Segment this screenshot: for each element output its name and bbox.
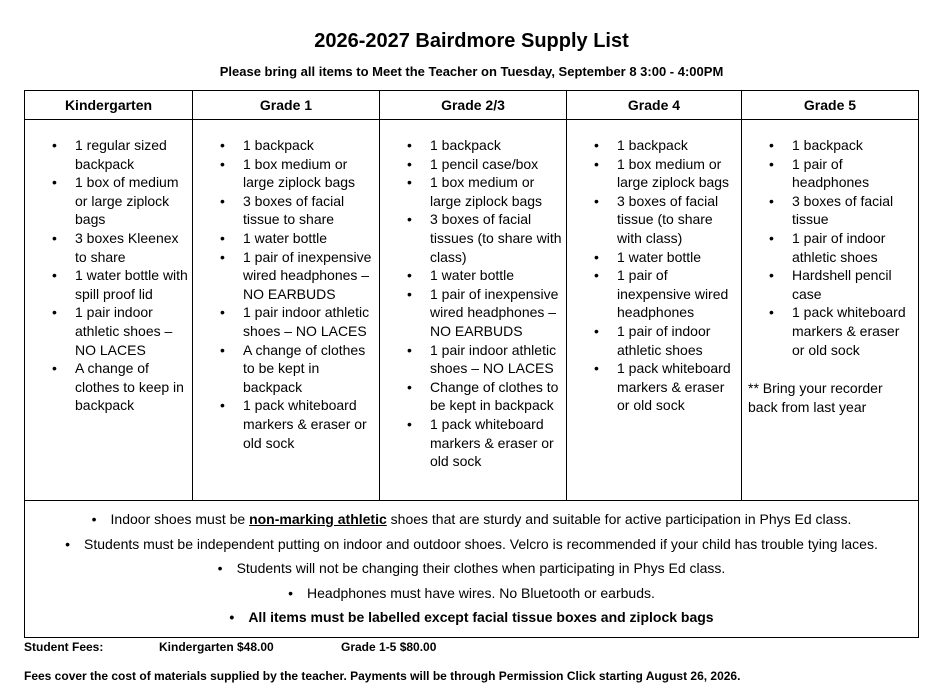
supply-table: [24, 90, 919, 638]
bullet-icon: •: [288, 584, 294, 601]
list-item: • 1 pair indoor athletic shoes – NO LACES: [380, 341, 566, 378]
list-item: • 1 pack whiteboard markers & eraser or old sock: [380, 415, 566, 471]
list-item: • 1 pair indoor athletic shoes – NO LACES: [25, 303, 192, 359]
grade-5-list: [742, 120, 918, 359]
list-item: • 1 water bottle: [380, 266, 566, 285]
rules-list: [25, 501, 918, 626]
rule-item: [25, 608, 918, 626]
column-heading-grade-1: Grade 1: [193, 91, 380, 120]
page-title: 2026-2027 Bairdmore Supply List: [314, 30, 629, 52]
rule-text: shoes that are sturdy and suitable for active participation in Phys Ed class.: [386, 511, 852, 527]
rule-text: Headphones must have wires. No Bluetooth or earbuds.: [307, 584, 655, 601]
grade-5-column: [742, 120, 919, 501]
grade-2-3-list: [380, 120, 566, 471]
rule-text: All items must be labelled except facial tissue boxes and ziplock bags: [248, 609, 714, 625]
list-item: • 1 pair of indoor athletic shoes: [567, 322, 741, 359]
list-item: • 3 boxes Kleenex to share: [25, 229, 192, 266]
column-heading-grade-2-3: Grade 2/3: [380, 91, 567, 120]
bullet-icon: •: [91, 511, 97, 527]
list-item: • 1 pair of indoor athletic shoes: [742, 229, 918, 266]
rule-item: [25, 584, 918, 602]
list-item: • 1 water bottle with spill proof lid: [25, 266, 192, 303]
grade-4-list: [567, 120, 741, 415]
column-heading-kindergarten: Kindergarten: [25, 91, 193, 120]
fee-kindergarten: Kindergarten $48.00: [159, 640, 274, 654]
list-item: • 3 boxes of facial tissue to share: [193, 192, 379, 229]
list-item: • 3 boxes of facial tissue (to share with class): [567, 192, 741, 248]
bullet-icon: •: [217, 560, 223, 576]
list-item: • 1 box medium or large ziplock bags: [193, 155, 379, 192]
list-item: • 1 pencil case/box: [380, 155, 566, 174]
page-subtitle: Please bring all items to Meet the Teacher on Tuesday, September 8 3:00 - 4:00PM: [219, 64, 724, 79]
list-item: • 1 water bottle: [567, 248, 741, 267]
list-item: • 1 pair of inexpensive wired headphones – NO EARBUDS: [193, 248, 379, 304]
list-item: • 1 pack whiteboard markers & eraser or old sock: [567, 359, 741, 415]
rule-item: [25, 535, 918, 553]
list-item: • 1 pair of inexpensive wired headphones: [567, 266, 741, 322]
column-heading-grade-5: Grade 5: [742, 91, 919, 120]
list-item: • 1 pack whiteboard markers & eraser or old sock: [742, 303, 918, 359]
rules-row: [25, 501, 919, 638]
list-item: • 1 backpack: [567, 136, 741, 155]
kindergarten-list: [25, 120, 192, 415]
list-item: • 1 pack whiteboard markers & eraser or old sock: [193, 396, 379, 452]
supply-items-row: [25, 120, 919, 501]
kindergarten-column: [25, 120, 193, 501]
grade-1-list: [193, 120, 379, 452]
list-item: • A change of clothes to be kept in backpack: [193, 341, 379, 397]
student-fees: [24, 640, 436, 654]
grade-header-row: [25, 91, 919, 120]
rules-cell: [25, 501, 919, 638]
grade-2-3-column: [380, 120, 567, 501]
list-item: • 1 pair of headphones: [742, 155, 918, 192]
fee-grades: Grade 1-5 $80.00: [341, 640, 437, 654]
bullet-icon: •: [229, 609, 235, 625]
list-item: • 1 regular sized backpack: [25, 136, 192, 173]
recorder-note: ** Bring your recorder back from last year: [748, 380, 883, 415]
list-item: • 1 pair of inexpensive wired headphones – NO EARBUDS: [380, 285, 566, 341]
list-item: • 1 box medium or large ziplock bags: [567, 155, 741, 192]
list-item: • 1 box of medium or large ziplock bags: [25, 173, 192, 229]
bullet-icon: •: [65, 535, 71, 552]
list-item: • Change of clothes to be kept in backpack: [380, 378, 566, 415]
grade-1-column: [193, 120, 380, 501]
rule-text: Indoor shoes must be: [110, 511, 250, 527]
list-item: • 1 backpack: [193, 136, 379, 155]
grade-4-column: [567, 120, 742, 501]
list-item: • 3 boxes of facial tissue: [742, 192, 918, 229]
rule-emphasis: non-marking athletic: [249, 511, 387, 527]
list-item: • 1 backpack: [380, 136, 566, 155]
list-item: • 3 boxes of facial tissues (to share with class): [380, 210, 566, 266]
rule-text: Students will not be changing their clothes when participating in Phys Ed class.: [236, 560, 726, 576]
list-item: • A change of clothes to keep in backpack: [25, 359, 192, 415]
list-item: • 1 backpack: [742, 136, 918, 155]
rule-text: Students must be independent putting on indoor and outdoor shoes. Velcro is recommended if your child has trouble tying laces.: [84, 535, 878, 552]
fees-label: Student Fees:: [24, 640, 104, 654]
list-item: • 1 pair indoor athletic shoes – NO LACES: [193, 303, 379, 340]
column-heading-grade-4: Grade 4: [567, 91, 742, 120]
rule-item: [25, 559, 918, 577]
rule-item: [25, 510, 918, 528]
list-item: • Hardshell pencil case: [742, 266, 918, 303]
list-item: • 1 box medium or large ziplock bags: [380, 173, 566, 210]
fees-note: Fees cover the cost of materials supplied by the teacher. Payments will be through Permission Click starting August 26, 2026.: [24, 669, 741, 683]
list-item: • 1 water bottle: [193, 229, 379, 248]
